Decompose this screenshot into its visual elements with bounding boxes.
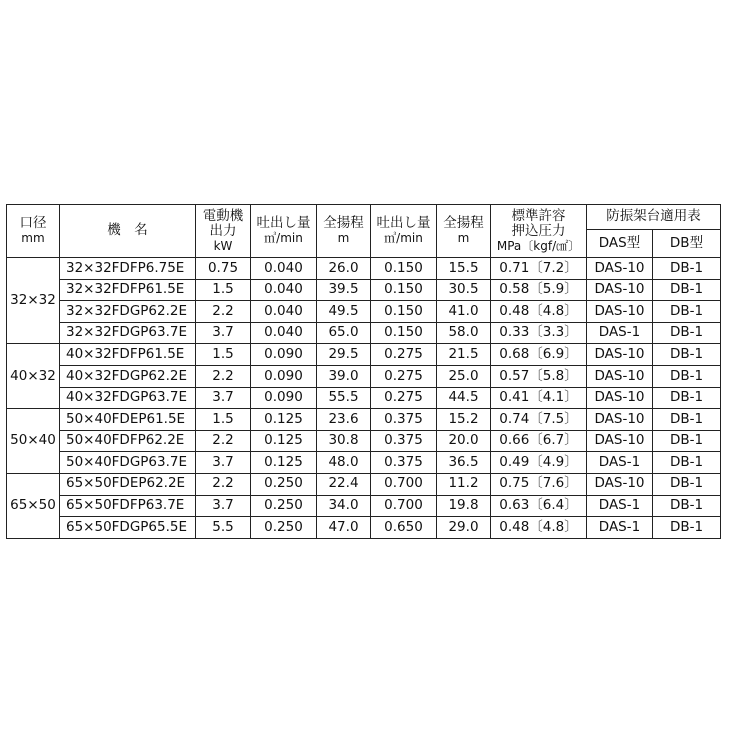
pressure-cell: 0.68〔6.9〕 <box>491 344 587 366</box>
head-b-cell: 19.8 <box>437 495 491 517</box>
db-cell: DB-1 <box>653 301 721 323</box>
header-flow-b-unit: ㎥/min <box>384 231 423 245</box>
pressure-cell: 0.49〔4.9〕 <box>491 452 587 474</box>
pressure-cell: 0.63〔6.4〕 <box>491 495 587 517</box>
table-row <box>7 452 721 474</box>
flow-a-cell: 0.125 <box>251 430 317 452</box>
pressure-cell: 0.48〔4.8〕 <box>491 301 587 323</box>
flow-b-cell: 0.150 <box>371 322 437 344</box>
pressure-cell: 0.75〔7.6〕 <box>491 473 587 495</box>
das-cell: DAS-1 <box>587 517 653 539</box>
das-cell: DAS-1 <box>587 322 653 344</box>
db-cell: DB-1 <box>653 495 721 517</box>
das-cell: DAS-10 <box>587 258 653 280</box>
head-a-cell: 47.0 <box>317 517 371 539</box>
bore-cell: 65×50 <box>7 473 60 538</box>
header-model: 機 名 <box>60 205 196 258</box>
das-cell: DAS-10 <box>587 430 653 452</box>
model-cell: 32×32FDFP6.75E <box>60 258 196 280</box>
head-b-cell: 58.0 <box>437 322 491 344</box>
flow-b-cell: 0.700 <box>371 495 437 517</box>
header-head-b <box>437 205 491 258</box>
model-cell: 32×32FDGP62.2E <box>60 301 196 323</box>
flow-a-cell: 0.040 <box>251 258 317 280</box>
das-cell: DAS-10 <box>587 365 653 387</box>
header-head-a-unit: m <box>337 231 350 245</box>
db-cell: DB-1 <box>653 279 721 301</box>
table-row <box>7 344 721 366</box>
head-a-cell: 22.4 <box>317 473 371 495</box>
kw-cell: 5.5 <box>196 517 251 539</box>
head-a-cell: 30.8 <box>317 430 371 452</box>
model-cell: 65×50FDEP62.2E <box>60 473 196 495</box>
table-row <box>7 517 721 539</box>
head-a-cell: 48.0 <box>317 452 371 474</box>
pressure-cell: 0.48〔4.8〕 <box>491 517 587 539</box>
flow-b-cell: 0.375 <box>371 430 437 452</box>
das-cell: DAS-1 <box>587 495 653 517</box>
das-cell: DAS-10 <box>587 409 653 431</box>
das-cell: DAS-10 <box>587 344 653 366</box>
kw-cell: 3.7 <box>196 387 251 409</box>
db-cell: DB-1 <box>653 452 721 474</box>
header-flow-a-label: 吐出し量 <box>256 215 311 231</box>
flow-b-cell: 0.275 <box>371 344 437 366</box>
model-cell: 32×32FDGP63.7E <box>60 322 196 344</box>
flow-a-cell: 0.090 <box>251 344 317 366</box>
table-row <box>7 301 721 323</box>
flow-a-cell: 0.250 <box>251 517 317 539</box>
model-cell: 50×40FDGP63.7E <box>60 452 196 474</box>
header-pressure-line1: 標準許容 <box>511 207 566 224</box>
kw-cell: 3.7 <box>196 495 251 517</box>
db-cell: DB-1 <box>653 322 721 344</box>
head-b-cell: 41.0 <box>437 301 491 323</box>
das-cell: DAS-10 <box>587 279 653 301</box>
pressure-cell: 0.74〔7.5〕 <box>491 409 587 431</box>
header-motor-line1: 電動機 <box>202 207 244 224</box>
db-cell: DB-1 <box>653 517 721 539</box>
header-das: DAS型 <box>587 230 653 258</box>
table-row <box>7 430 721 452</box>
head-b-cell: 15.5 <box>437 258 491 280</box>
table-row <box>7 495 721 517</box>
kw-cell: 2.2 <box>196 301 251 323</box>
db-cell: DB-1 <box>653 473 721 495</box>
kw-cell: 1.5 <box>196 409 251 431</box>
model-cell: 32×32FDFP61.5E <box>60 279 196 301</box>
header-mount: 防振架台適用表 <box>587 205 721 230</box>
head-b-cell: 36.5 <box>437 452 491 474</box>
flow-b-cell: 0.150 <box>371 258 437 280</box>
model-cell: 40×32FDFP61.5E <box>60 344 196 366</box>
header-bore <box>7 205 60 258</box>
head-a-cell: 39.0 <box>317 365 371 387</box>
bore-cell: 32×32 <box>7 258 60 344</box>
header-head-a-label: 全揚程 <box>323 215 364 231</box>
head-a-cell: 34.0 <box>317 495 371 517</box>
header-bore-label: 口径 <box>19 215 47 231</box>
header-flow-a-unit: ㎥/min <box>264 231 303 245</box>
head-b-cell: 21.5 <box>437 344 491 366</box>
pressure-cell: 0.66〔6.7〕 <box>491 430 587 452</box>
flow-a-cell: 0.040 <box>251 322 317 344</box>
db-cell: DB-1 <box>653 430 721 452</box>
flow-b-cell: 0.275 <box>371 365 437 387</box>
table-row <box>7 387 721 409</box>
kw-cell: 2.2 <box>196 430 251 452</box>
header-flow-b-label: 吐出し量 <box>376 215 431 231</box>
table-row <box>7 365 721 387</box>
flow-b-cell: 0.275 <box>371 387 437 409</box>
das-cell: DAS-10 <box>587 473 653 495</box>
header-motor-unit: kW <box>213 238 233 253</box>
head-a-cell: 55.5 <box>317 387 371 409</box>
das-cell: DAS-10 <box>587 387 653 409</box>
das-cell: DAS-10 <box>587 301 653 323</box>
kw-cell: 1.5 <box>196 279 251 301</box>
header-flow-a <box>251 205 317 258</box>
header-db: DB型 <box>653 230 721 258</box>
pump-spec-table <box>6 204 721 539</box>
header-head-b-unit: m <box>457 231 470 245</box>
flow-a-cell: 0.250 <box>251 495 317 517</box>
table-row <box>7 258 721 280</box>
flow-a-cell: 0.090 <box>251 365 317 387</box>
table-row <box>7 409 721 431</box>
flow-a-cell: 0.040 <box>251 301 317 323</box>
kw-cell: 2.2 <box>196 473 251 495</box>
kw-cell: 1.5 <box>196 344 251 366</box>
model-cell: 50×40FDFP62.2E <box>60 430 196 452</box>
flow-b-cell: 0.150 <box>371 279 437 301</box>
table-row <box>7 279 721 301</box>
header-pressure <box>491 205 587 258</box>
model-cell: 50×40FDEP61.5E <box>60 409 196 431</box>
pressure-cell: 0.41〔4.1〕 <box>491 387 587 409</box>
kw-cell: 3.7 <box>196 452 251 474</box>
flow-a-cell: 0.125 <box>251 452 317 474</box>
header-pressure-unit: MPa〔kgf/㎠〕 <box>496 238 581 253</box>
header-pressure-line2: 押込圧力 <box>511 222 566 239</box>
head-b-cell: 11.2 <box>437 473 491 495</box>
bore-cell: 40×32 <box>7 344 60 409</box>
db-cell: DB-1 <box>653 387 721 409</box>
db-cell: DB-1 <box>653 365 721 387</box>
pressure-cell: 0.57〔5.8〕 <box>491 365 587 387</box>
pressure-cell: 0.71〔7.2〕 <box>491 258 587 280</box>
db-cell: DB-1 <box>653 344 721 366</box>
db-cell: DB-1 <box>653 258 721 280</box>
head-b-cell: 20.0 <box>437 430 491 452</box>
table-row <box>7 473 721 495</box>
kw-cell: 0.75 <box>196 258 251 280</box>
head-a-cell: 49.5 <box>317 301 371 323</box>
kw-cell: 3.7 <box>196 322 251 344</box>
header-motor-output <box>196 205 251 258</box>
flow-a-cell: 0.125 <box>251 409 317 431</box>
head-a-cell: 23.6 <box>317 409 371 431</box>
head-a-cell: 39.5 <box>317 279 371 301</box>
model-cell: 65×50FDFP63.7E <box>60 495 196 517</box>
kw-cell: 2.2 <box>196 365 251 387</box>
db-cell: DB-1 <box>653 409 721 431</box>
flow-b-cell: 0.650 <box>371 517 437 539</box>
header-head-a <box>317 205 371 258</box>
head-b-cell: 44.5 <box>437 387 491 409</box>
head-b-cell: 25.0 <box>437 365 491 387</box>
flow-b-cell: 0.150 <box>371 301 437 323</box>
das-cell: DAS-1 <box>587 452 653 474</box>
flow-b-cell: 0.375 <box>371 409 437 431</box>
header-flow-b <box>371 205 437 258</box>
flow-a-cell: 0.040 <box>251 279 317 301</box>
pressure-cell: 0.33〔3.3〕 <box>491 322 587 344</box>
model-cell: 40×32FDGP62.2E <box>60 365 196 387</box>
head-a-cell: 29.5 <box>317 344 371 366</box>
flow-a-cell: 0.090 <box>251 387 317 409</box>
head-b-cell: 29.0 <box>437 517 491 539</box>
model-cell: 40×32FDGP63.7E <box>60 387 196 409</box>
model-cell: 65×50FDGP65.5E <box>60 517 196 539</box>
head-a-cell: 65.0 <box>317 322 371 344</box>
head-b-cell: 30.5 <box>437 279 491 301</box>
head-a-cell: 26.0 <box>317 258 371 280</box>
header-motor-line2: 出力 <box>209 222 237 239</box>
header-head-b-label: 全揚程 <box>443 215 484 231</box>
flow-b-cell: 0.700 <box>371 473 437 495</box>
head-b-cell: 15.2 <box>437 409 491 431</box>
pressure-cell: 0.58〔5.9〕 <box>491 279 587 301</box>
bore-cell: 50×40 <box>7 409 60 474</box>
flow-b-cell: 0.375 <box>371 452 437 474</box>
header-bore-unit: mm <box>21 231 45 245</box>
table-row <box>7 322 721 344</box>
flow-a-cell: 0.250 <box>251 473 317 495</box>
